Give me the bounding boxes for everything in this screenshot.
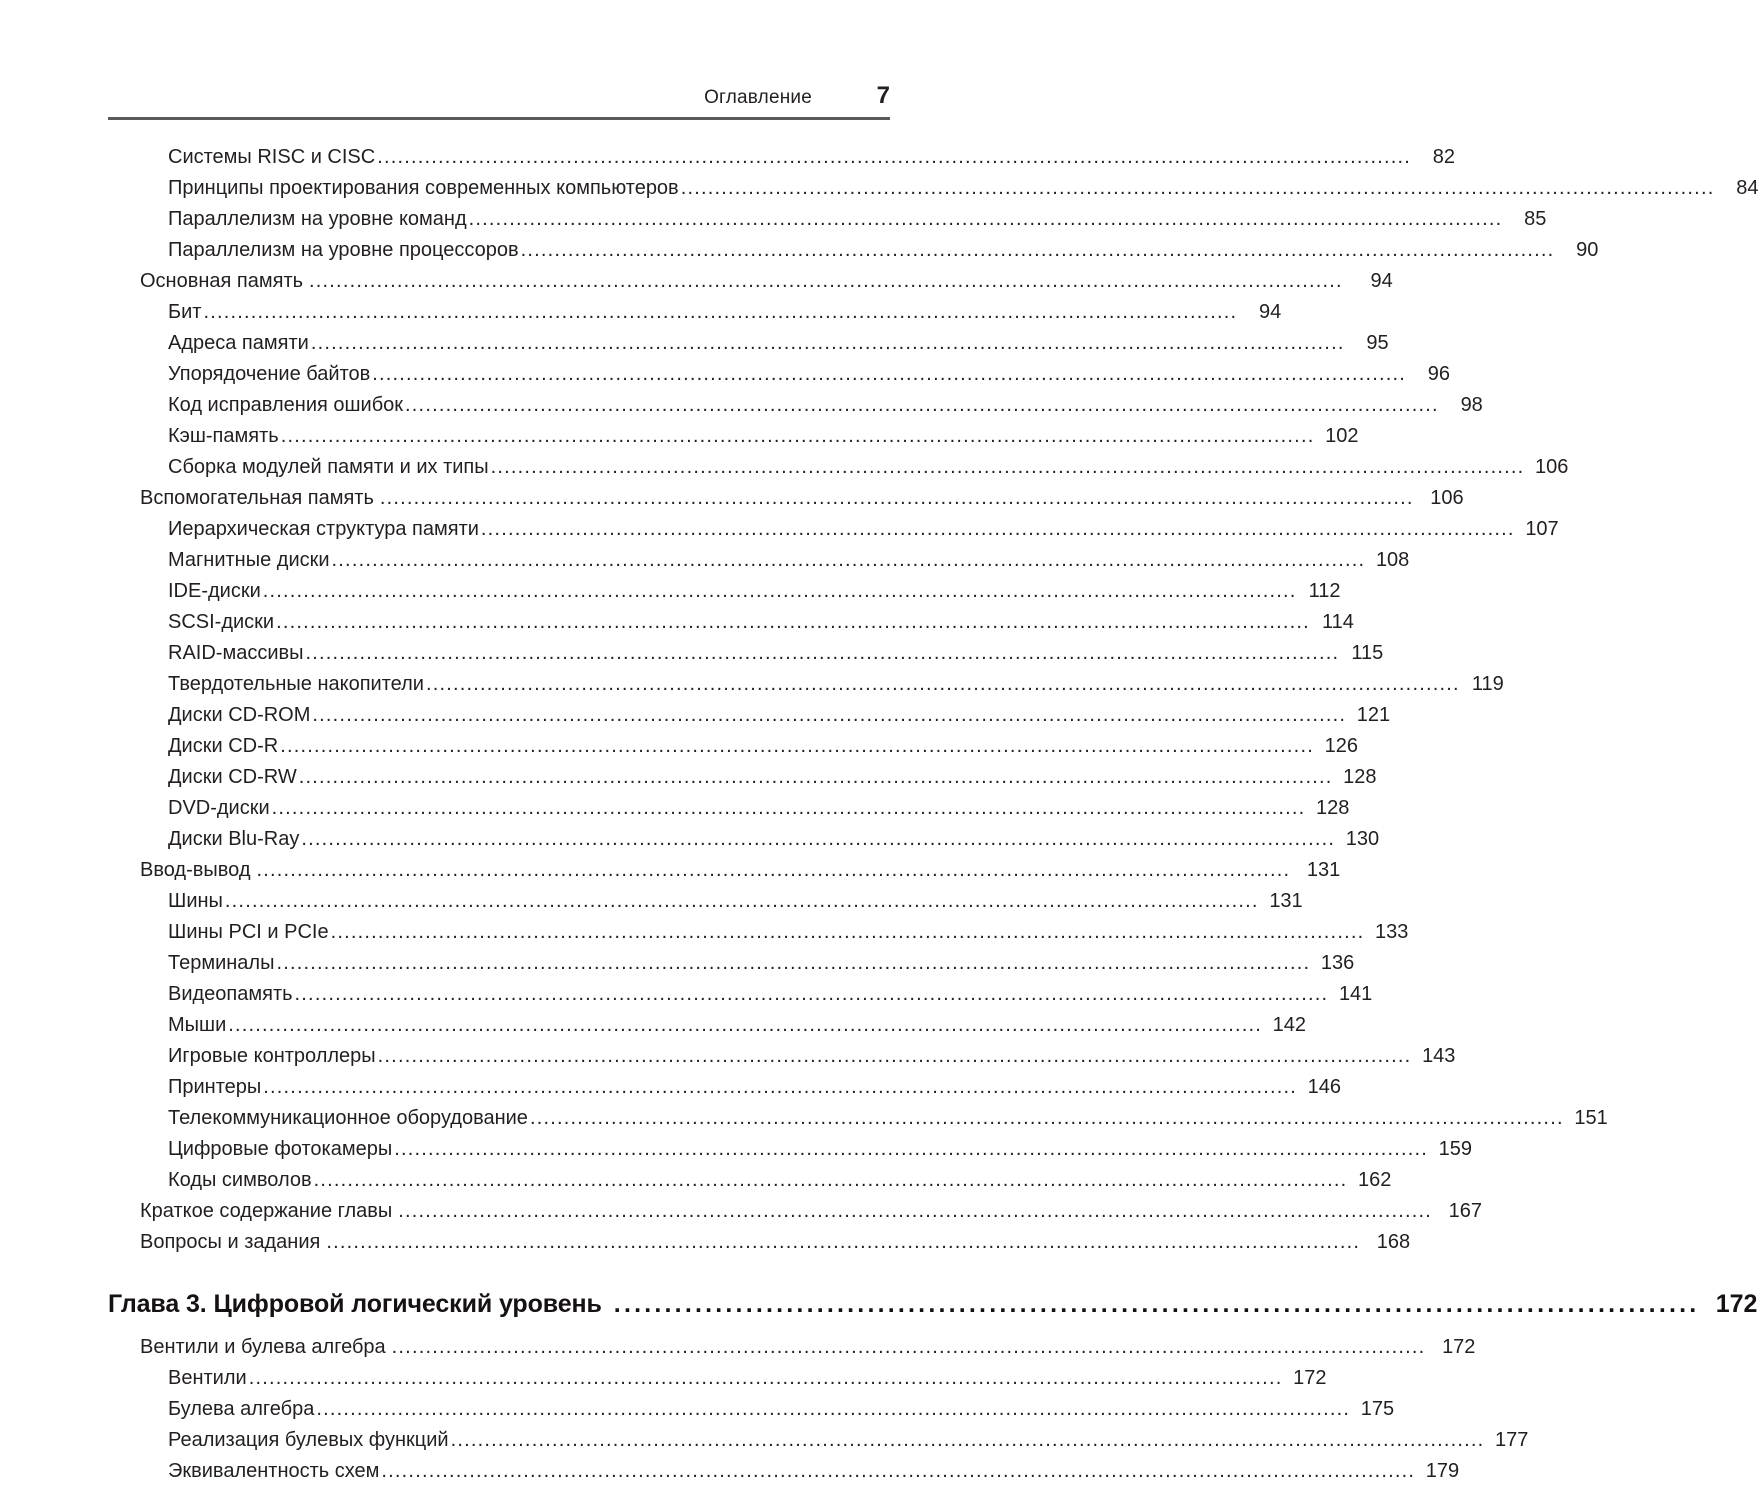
toc-entry-page-number: 108 (1375, 549, 1410, 571)
toc-entry-title: Магнитные диски (168, 549, 330, 571)
dot-leader (426, 669, 1460, 700)
dot-leader (295, 979, 1329, 1010)
toc-entry-page-number: 82 (1432, 146, 1455, 168)
chapter-title: Глава 3. Цифровой логический уровень (108, 1290, 602, 1318)
toc-entry[interactable] (108, 979, 1373, 1010)
toc-entry-title: Диски CD-R (168, 735, 279, 757)
dot-leader-bold (614, 1282, 1700, 1326)
toc-entry[interactable] (108, 793, 1350, 824)
toc-entry[interactable] (108, 1425, 1529, 1456)
toc-entry-page-number: 159 (1438, 1138, 1472, 1160)
toc-entry-title: Цифровые фотокамеры (168, 1138, 393, 1160)
toc-entry[interactable] (108, 173, 1758, 204)
dot-leader (372, 359, 1406, 390)
toc-entry-title: Основная память (140, 270, 304, 292)
toc-entry-page-number: 172 (1293, 1367, 1327, 1389)
toc-entry-title: Реализация булевых функций (168, 1429, 449, 1451)
toc-entry-page-number: 151 (1574, 1107, 1608, 1129)
dot-leader (331, 917, 1365, 948)
toc-entry[interactable] (108, 1363, 1327, 1394)
toc-entry[interactable] (108, 545, 1410, 576)
toc-entry[interactable] (108, 1134, 1472, 1165)
dot-leader (301, 824, 1335, 855)
toc-entry-title: Системы RISC и CISC (168, 146, 376, 168)
dot-leader (228, 1010, 1262, 1041)
toc-entry[interactable] (108, 1394, 1395, 1425)
toc-entry-title: Шины PCI и PCIe (168, 921, 329, 943)
toc-entry[interactable] (108, 204, 1547, 235)
toc-entry-page-number: 175 (1360, 1398, 1395, 1420)
toc-entry[interactable] (108, 514, 1559, 545)
toc-entry-page-number: 136 (1320, 952, 1355, 974)
dot-leader (377, 142, 1411, 173)
dot-leader (326, 1227, 1360, 1258)
toc-entry-title: Диски Blu-Ray (168, 828, 300, 850)
toc-entry-page-number: 102 (1325, 425, 1359, 447)
toc-entry-page-number: 133 (1374, 921, 1409, 943)
toc-entry-title: Краткое содержание главы (140, 1200, 393, 1222)
toc-entry-title: Кэш-память (168, 425, 279, 447)
dot-leader (203, 297, 1237, 328)
toc-entry[interactable] (108, 328, 1389, 359)
toc-entry-page-number: 167 (1448, 1200, 1483, 1222)
toc-entry-title: Коды символов (168, 1169, 312, 1191)
dot-leader (281, 421, 1315, 452)
toc-entry-title: Адреса памяти (168, 332, 309, 354)
toc-entry[interactable] (108, 886, 1303, 917)
toc-entry[interactable] (108, 1227, 1411, 1258)
toc-entry-page-number: 126 (1324, 735, 1358, 757)
toc-entry-page-number: 106 (1430, 487, 1464, 509)
dot-leader (312, 700, 1346, 731)
toc-entry[interactable] (108, 1010, 1307, 1041)
toc-entry[interactable] (108, 824, 1380, 855)
dot-leader (280, 731, 1314, 762)
toc-entry-title: Принципы проектирования современных компьютеров (168, 177, 679, 199)
toc-entry-title: Вспомогательная память (140, 487, 374, 509)
toc-entry-page-number: 131 (1269, 890, 1303, 912)
toc-entry-title: Вопросы и задания (140, 1231, 321, 1253)
toc-entry-page-number: 130 (1345, 828, 1380, 850)
toc-entry[interactable] (108, 607, 1354, 638)
toc-entry-title: SCSI-диски (168, 611, 275, 633)
toc-entry-page-number: 141 (1338, 983, 1373, 1005)
toc-entry-title: Шины (168, 890, 223, 912)
dot-leader (381, 1456, 1415, 1487)
toc-entry-title: Иерархическая структура памяти (168, 518, 479, 540)
toc-entry-title: Вентили и булева алгебра (140, 1336, 386, 1358)
toc-entry-page-number: 94 (1258, 301, 1282, 323)
toc-entry[interactable] (108, 700, 1391, 731)
toc-entry-page-number: 121 (1356, 704, 1391, 726)
toc-entry-page-number: 131 (1306, 859, 1341, 881)
dot-leader (276, 607, 1310, 638)
dot-leader (225, 886, 1259, 917)
dot-leader (311, 328, 1345, 359)
toc-entry-title: Параллелизм на уровне процессоров (168, 239, 519, 261)
toc-entry-page-number: 142 (1272, 1014, 1307, 1036)
toc-entry-title: Вентили (168, 1367, 247, 1389)
toc-entry-page-number: 96 (1427, 363, 1451, 385)
toc-entry-page-number: 172 (1442, 1336, 1476, 1358)
header-page-number: 7 (876, 82, 890, 109)
toc-entry-title: Диски CD-ROM (168, 704, 311, 726)
toc-entry-page-number: 143 (1422, 1045, 1456, 1067)
toc-entry-title: Ввод-вывод (140, 859, 251, 881)
toc-entry[interactable] (108, 1103, 1608, 1134)
toc-entry[interactable] (108, 948, 1355, 979)
header-divider (108, 117, 890, 120)
toc-entry[interactable] (108, 1072, 1342, 1103)
toc-chapter-heading[interactable] (108, 1282, 1758, 1326)
toc-entry[interactable] (108, 1196, 1483, 1227)
chapter-page-number: 172 (1715, 1290, 1758, 1318)
toc-entry-title: Мыши (168, 1014, 227, 1036)
toc-entry[interactable] (108, 421, 1359, 452)
dot-leader (394, 1134, 1428, 1165)
toc-entry-page-number: 128 (1343, 766, 1377, 788)
toc-entry-page-number: 179 (1425, 1460, 1460, 1482)
toc-entry[interactable] (108, 576, 1341, 607)
toc-entry[interactable] (108, 359, 1451, 390)
dot-leader (314, 1165, 1348, 1196)
dot-leader (469, 204, 1503, 235)
dot-leader (451, 1425, 1485, 1456)
toc-entry-title: Видеопамять (168, 983, 293, 1005)
toc-entry[interactable] (108, 483, 1464, 514)
toc-entry-title: Параллелизм на уровне команд (168, 208, 467, 230)
toc-entry-page-number: 98 (1460, 394, 1483, 416)
toc-entry[interactable] (108, 638, 1384, 669)
toc-entry[interactable] (108, 1165, 1392, 1196)
toc-entry-title: Код исправления ошибок (168, 394, 404, 416)
dot-leader (405, 390, 1439, 421)
toc-entry-title: Принтеры (168, 1076, 262, 1098)
toc-entry-title: Упорядочение байтов (168, 363, 371, 385)
dot-leader (398, 1196, 1432, 1227)
toc-entry[interactable] (108, 1456, 1460, 1487)
toc-entry-page-number: 168 (1376, 1231, 1411, 1253)
toc-entry[interactable] (108, 1332, 1476, 1363)
toc-entry[interactable] (108, 762, 1377, 793)
toc-entry-title: Игровые контроллеры (168, 1045, 376, 1067)
toc-entry-title: Бит (168, 301, 202, 323)
toc-entry-page-number: 107 (1525, 518, 1559, 540)
dot-leader (306, 638, 1340, 669)
toc-entry[interactable] (108, 669, 1504, 700)
dot-leader (521, 235, 1555, 266)
dot-leader (681, 173, 1715, 204)
toc-entry[interactable] (108, 235, 1599, 266)
toc-entry-title: RAID-массивы (168, 642, 304, 664)
dot-leader (380, 483, 1414, 514)
toc-entry-page-number: 106 (1535, 456, 1569, 478)
toc-entry-page-number: 95 (1366, 332, 1389, 354)
toc-entry[interactable] (108, 266, 1393, 297)
toc-entry[interactable] (108, 731, 1358, 762)
toc-entry-page-number: 115 (1351, 642, 1384, 664)
dot-leader (332, 545, 1366, 576)
dot-leader (272, 793, 1306, 824)
toc-entry-page-number: 94 (1370, 270, 1393, 292)
toc-entry-title: Твердотельные накопители (168, 673, 424, 695)
toc-entry[interactable] (108, 142, 1455, 173)
toc-entry-page-number: 162 (1357, 1169, 1392, 1191)
toc-entry-page-number: 177 (1495, 1429, 1529, 1451)
dot-leader (249, 1363, 1283, 1394)
dot-leader (378, 1041, 1412, 1072)
dot-leader (309, 266, 1343, 297)
toc-entry-title: IDE-диски (168, 580, 261, 602)
toc-entry-page-number: 84 (1736, 177, 1758, 199)
toc-entry-title: DVD-диски (168, 797, 270, 819)
dot-leader (530, 1103, 1564, 1134)
toc-entry[interactable] (108, 297, 1282, 328)
toc-entry[interactable] (108, 390, 1483, 421)
toc-entry-page-number: 85 (1524, 208, 1547, 230)
toc-entry[interactable] (108, 452, 1569, 483)
dot-leader (481, 514, 1515, 545)
dot-leader (263, 576, 1297, 607)
toc-entry-page-number: 112 (1308, 580, 1341, 602)
dot-leader (316, 1394, 1350, 1425)
toc-entry-title: Телекоммуникационное оборудование (168, 1107, 528, 1129)
dot-leader (276, 948, 1310, 979)
toc-entry-title: Булева алгебра (168, 1398, 315, 1420)
dot-leader (263, 1072, 1297, 1103)
dot-leader (299, 762, 1333, 793)
header-title: Оглавление (704, 87, 812, 108)
running-header (108, 82, 890, 110)
toc-entry-page-number: 146 (1307, 1076, 1342, 1098)
toc-entry[interactable] (108, 855, 1341, 886)
toc-entry-title: Сборка модулей памяти и их типы (168, 456, 489, 478)
toc-entry[interactable] (108, 917, 1409, 948)
dot-leader (392, 1332, 1426, 1363)
dot-leader (491, 452, 1525, 483)
table-of-contents (108, 142, 1758, 1487)
toc-entry[interactable] (108, 1041, 1456, 1072)
toc-entry-title: Диски CD-RW (168, 766, 297, 788)
dot-leader (257, 855, 1291, 886)
toc-entry-title: Эквивалентность схем (168, 1460, 380, 1482)
toc-entry-page-number: 128 (1316, 797, 1350, 819)
toc-entry-title: Терминалы (168, 952, 275, 974)
toc-entry-page-number: 114 (1321, 611, 1354, 633)
toc-entry-page-number: 90 (1576, 239, 1599, 261)
toc-entry-page-number: 119 (1471, 673, 1504, 695)
